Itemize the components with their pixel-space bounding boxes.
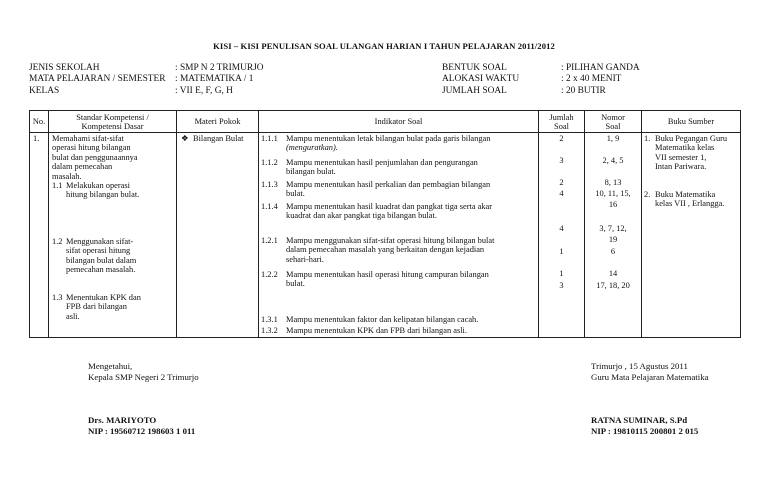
indikator-1-3-2-num: 1.3.2 — [261, 326, 278, 335]
sk-line: Memahami sifat-sifat — [52, 134, 124, 143]
kd-1-3-num: 1.3 — [52, 293, 63, 302]
indikator-line: bulat. — [286, 189, 305, 199]
kd-line: Menggunakan sifat- — [66, 237, 134, 246]
jumlah-soal-cell: 3 — [559, 156, 564, 165]
col-header-buku: Buku Sumber — [667, 117, 715, 127]
indikator-1-1-4-text — [286, 202, 492, 221]
header-left-values — [175, 63, 264, 97]
buku-line: VII semester 1, — [655, 152, 707, 162]
indikator-1-1-2-num: 1.1.2 — [261, 158, 278, 167]
nomor-soal-cell: 10, 11, 15, — [595, 189, 631, 198]
sk-line: masalah. — [52, 171, 82, 181]
col-header-materi: Materi Pokok — [194, 117, 241, 127]
kd-line: sifat operasi hitung — [66, 246, 131, 256]
indikator-line: kuadrat dan akar pangkat tiga bilangan bulat. — [286, 211, 437, 221]
indikator-1-3-1-num: 1.3.1 — [261, 315, 278, 324]
buku-line: Buku Pegangan Guru — [655, 134, 728, 143]
value-jenis-sekolah: : SMP N 2 TRIMURJO — [175, 63, 264, 73]
indikator-1-1-1-num: 1.1.1 — [261, 134, 278, 143]
buku-sumber-1 — [655, 134, 727, 172]
kd-line: hitung bilangan bulat. — [66, 190, 140, 200]
buku-line: Buku Matematika — [655, 190, 716, 199]
indikator-1-3-1-text: Mampu menentukan faktor dan kelipatan bilangan cacah. — [286, 315, 479, 324]
nomor-soal-cell: 14 — [608, 269, 618, 278]
buku-sumber-2 — [655, 190, 724, 209]
signature-left — [88, 361, 199, 383]
signature-right-identity — [591, 415, 698, 437]
column-divider — [641, 111, 642, 337]
header-right-labels — [442, 63, 519, 97]
value-mata-pelajaran: : MATEMATIKA / 1 — [175, 74, 254, 85]
col-header-nomor-line: Nomor — [601, 112, 625, 122]
label-alokasi-waktu: ALOKASI WAKTU — [442, 74, 520, 85]
indikator-line: bulat. — [286, 279, 305, 289]
column-divider — [176, 111, 177, 337]
indikator-1-2-2-num: 1.2.2 — [261, 270, 278, 279]
kd-line: FPB dari bilangan — [66, 302, 127, 312]
col-header-jumlah-line: Jumlah — [549, 112, 574, 122]
indikator-line: Mampu menentukan letak bilangan bulat pada garis bilangan — [286, 134, 491, 143]
kd-line: pemecahan masalah. — [66, 265, 136, 275]
signature-right-line2: Guru Mata Pelajaran Matematika — [591, 372, 709, 382]
nomor-soal-cell: 19 — [608, 235, 618, 244]
indikator-line: Mampu menentukan hasil operasi hitung campuran bilangan — [286, 270, 489, 279]
indikator-line: sehari-hari. — [286, 254, 324, 264]
materi-bullet-icon: ❖ — [181, 134, 189, 143]
label-jenis-sekolah: JENIS SEKOLAH — [29, 63, 100, 73]
kd-line: Menentukan KPK dan — [66, 293, 141, 302]
sk-line: bulat dan penggunaannya — [52, 152, 138, 162]
indikator-1-1-3-text — [286, 180, 490, 199]
indikator-line: dalam pemecahan masalah yang berkaitan dengan kejadian — [286, 245, 485, 255]
signature-right-nip: NIP : 19810115 200801 2 015 — [591, 426, 699, 436]
buku-line: Matematika kelas — [655, 143, 715, 153]
column-divider — [48, 111, 49, 337]
row-number: 1. — [33, 134, 40, 143]
kd-line: bilangan bulat dalam — [66, 255, 137, 265]
buku-line: kelas VII , Erlangga. — [655, 199, 725, 209]
materi-pokok: Bilangan Bulat — [193, 134, 244, 143]
col-header-nomor — [585, 112, 641, 132]
kd-1-2-text — [66, 237, 136, 275]
kd-line: Melakukan operasi — [66, 181, 130, 190]
label-mata-pelajaran: MATA PELAJARAN / SEMESTER — [29, 74, 166, 85]
nomor-soal-cell: 3, 7, 12, — [599, 224, 627, 233]
kd-line: asli. — [66, 311, 80, 321]
document-title: KISI – KISI PENULISAN SOAL ULANGAN HARIAN I TAHUN PELAJARAN 2011/2012 — [213, 41, 555, 51]
col-header-jumlah-line: Soal — [554, 122, 569, 131]
jumlah-soal-cell: 1 — [559, 269, 564, 278]
signature-right-line1: Trimurjo , 15 Agustus 2011 — [591, 361, 688, 371]
col-header-sk-kd-line: Kompetensi Dasar — [81, 122, 144, 131]
signature-left-line1: Mengetahui, — [88, 361, 133, 371]
signature-left-name: Drs. MARIYOTO — [88, 415, 157, 425]
indikator-1-1-2-text — [286, 158, 478, 177]
indikator-1-1-4-num: 1.1.4 — [261, 202, 278, 211]
indikator-line: (menguratkan). — [286, 143, 338, 153]
indikator-line: Mampu menentukan hasil kuadrat dan pangkat tiga serta akar — [286, 202, 493, 211]
jumlah-soal-cell: 1 — [559, 247, 564, 256]
jumlah-soal-cell: 4 — [559, 189, 564, 198]
jumlah-soal-cell: 2 — [559, 134, 564, 143]
nomor-soal-cell: 6 — [610, 247, 616, 256]
standar-kompetensi — [52, 134, 138, 181]
nomor-soal-cell: 16 — [608, 200, 618, 209]
value-kelas: : VII E, F, G, H — [175, 85, 233, 96]
value-alokasi-waktu: : 2 x 40 MENIT — [561, 74, 622, 85]
indikator-line: Mampu menentukan hasil penjumlahan dan pengurangan — [286, 158, 478, 167]
indikator-1-1-1-text — [286, 134, 490, 153]
value-bentuk-soal: : PILIHAN GANDA — [561, 63, 640, 73]
sk-line: operasi hitung bilangan — [52, 143, 131, 153]
nomor-soal-cell: 2, 4, 5 — [602, 156, 624, 165]
header-divider — [30, 132, 740, 133]
kisi-kisi-table — [29, 110, 741, 338]
indikator-1-2-1-text — [286, 236, 494, 264]
label-bentuk-soal: BENTUK SOAL — [442, 63, 507, 73]
indikator-1-1-3-num: 1.1.3 — [261, 180, 278, 189]
nomor-soal-cell: 17, 18, 20 — [596, 281, 630, 290]
col-header-sk-kd — [49, 112, 176, 132]
signature-right — [591, 361, 709, 383]
jumlah-soal-cell: 2 — [559, 178, 564, 187]
indikator-line: bilangan bulat. — [286, 167, 336, 177]
column-divider — [258, 111, 259, 337]
kd-1-1-text — [66, 181, 139, 200]
col-header-sk-kd-line: Standar Kompetensi / — [76, 112, 149, 122]
label-jumlah-soal: JUMLAH SOAL — [442, 85, 507, 96]
col-header-jumlah — [539, 112, 584, 132]
signature-left-line2: Kepala SMP Negeri 2 Trimurjo — [88, 372, 199, 382]
signature-left-nip: NIP : 19560712 198603 1 011 — [88, 426, 196, 436]
buku-sumber-1-num: 1. — [644, 134, 651, 143]
header-right-values — [561, 63, 640, 97]
signature-left-identity — [88, 415, 195, 437]
buku-sumber-2-num: 2. — [644, 190, 651, 199]
indikator-1-2-1-num: 1.2.1 — [261, 236, 278, 245]
buku-line: Intan Pariwara. — [655, 162, 707, 172]
col-header-indikator: Indikator Soal — [374, 117, 423, 127]
value-jumlah-soal: : 20 BUTIR — [561, 85, 606, 96]
header-left-labels — [29, 63, 166, 97]
nomor-soal-cell: 8, 13 — [604, 178, 622, 187]
indikator-1-3-2-text: Mampu menentukan KPK dan FPB dari bilangan asli. — [286, 326, 467, 335]
kd-1-1-num: 1.1 — [52, 181, 63, 190]
indikator-line: Mampu menentukan hasil perkalian dan pembagian bilangan — [286, 180, 491, 189]
nomor-soal-cell: 1, 9 — [606, 134, 620, 143]
indikator-1-2-2-text — [286, 270, 489, 289]
signature-right-name: RATNA SUMINAR, S.Pd — [591, 415, 688, 425]
col-header-no: No. — [32, 117, 46, 127]
indikator-line: Mampu menggunakan sifat-sifat operasi hitung bilangan bulat — [286, 236, 495, 245]
kd-1-2-num: 1.2 — [52, 237, 63, 246]
kd-1-3-text — [66, 293, 141, 321]
col-header-nomor-line: Soal — [605, 122, 621, 131]
sk-line: dalam pemecahan — [52, 162, 113, 172]
label-kelas: KELAS — [29, 85, 60, 96]
jumlah-soal-cell: 4 — [559, 224, 564, 233]
jumlah-soal-cell: 3 — [559, 281, 564, 290]
